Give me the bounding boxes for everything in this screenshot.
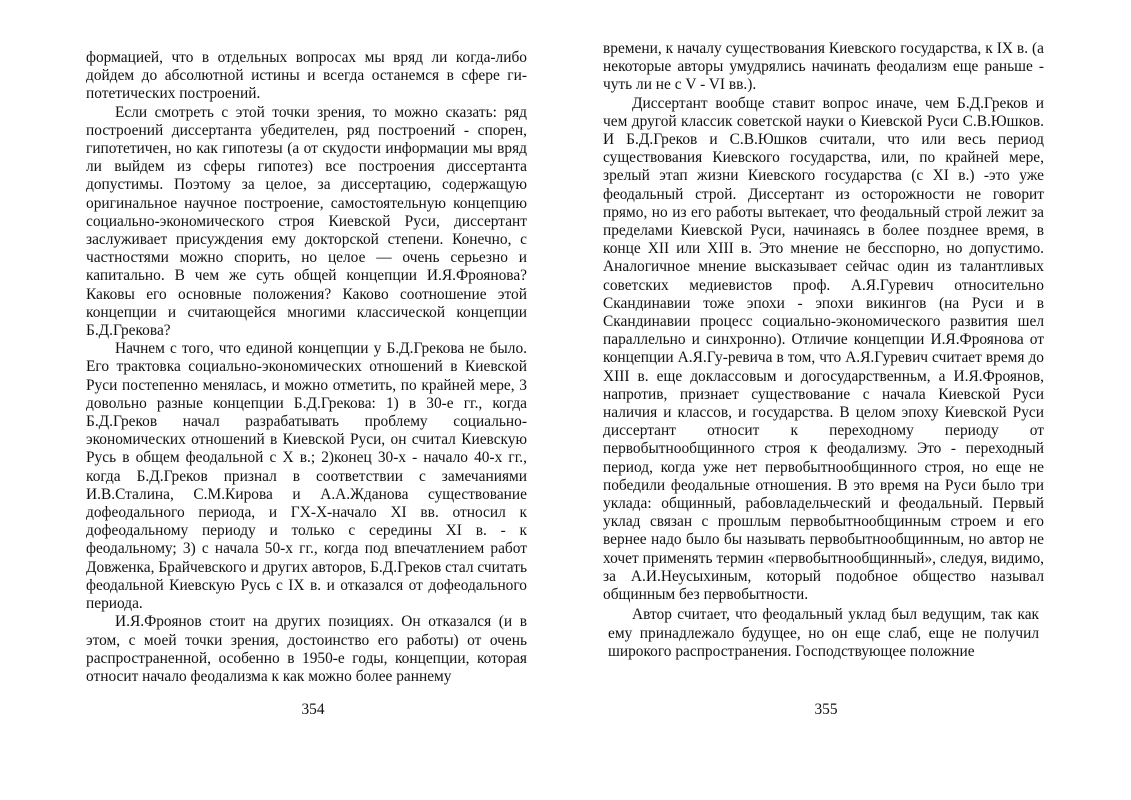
paragraph: И.Я.Фроянов стоит на других позициях. Он отказался (и в этом, с моей точки зрения, достоинство его работы) от очень распространенной, особенно в 1950-е годы, концепции, которая относит начало феодализма к как можно более раннему <box>86 613 527 685</box>
paragraph: времени, к началу существования Киевского государства, к IX в. (а некоторые авторы умудрялись начинать феодализм еще раньше - чуть ли не с V - VI вв.). <box>603 40 1044 94</box>
page-number: 355 <box>814 701 838 718</box>
right-page-text <box>603 40 1044 661</box>
paragraph: Если смотреть с этой точки зрения, то можно сказать: ряд построений диссертанта убедителен, ряд построений - спорен, гипотетичен, но как гипотезы (а от скудости информации мы вряд ли выйдем из сферы гипотез) все построения диссертанта допустимы. Поэтому за целое, за диссертацию, содержащую оригинальное научное построение, самостоятельную концепцию социально-экономического строя Киевской Руси, диссертант заслуживает присуждения ему докторской степени. Конечно, с частностями можно спорить, но целое — очень серьезно и капитально. В чем же суть общей концепции И.Я.Фроянова? Каковы его основные положения? Каково соотношение этой концепции и считающейся многими классической концепции Б.Д.Грекова? <box>86 103 527 340</box>
left-page-text <box>86 49 527 686</box>
paragraph: Диссертант вообще ставит вопрос иначе, чем Б.Д.Греков и чем другой классик советской науки о Киевской Руси С.В.Юшков. И Б.Д.Греков и С.В.Юшков считали, что или весь период существования Киевского государства, или, по крайней мере, зрелый этап жизни Киевского государства (с XI в.) -это уже феодальный строй. Диссертант из осторожности не говорит прямо, но из его работы вытекает, что феодальный строй лежит за пределами Киевской Руси, начинаясь в более позднее время, в конце XII или XIII в. Это мнение не бесспорно, но допустимо. Аналогичное мнение высказывает сейчас один из талантливых советских медиевистов проф. А.Я.Гуревич относительно Скандинавии тоже эпохи - эпохи викингов (на Руси и в Скандинавии процесс социально-экономического развития шел параллельно и синхронно). Отличие концепции И.Я.Фроянова от концепции А.Я.Гу-ревича в том, что А.Я.Гуревич считает время до XIII в. еще доклассовым и догосударственньм, а И.Я.Фроянов, напротив, признает существование с начала Киевской Руси наличия и классов, и государства. В целом эпоху Киевской Руси диссертант относит к переходному периоду от первобытнообщинного строя к феодализму. Это - переходный период, когда уже нет первобытнообщинного строя, но еще не победили феодальные отношения. В это время на Руси было три уклада: общинный, рабовладельческий и феодальный. Первый уклад связан с прошлым первобытнообщинным строем и его вернее надо было бы называть первобытнообщинным, но автор не хочет применять термин «первобытнообщинный», следуя, видимо, за А.И.Неусыхиным, который подобное общество называл общинным без первобытности. <box>603 94 1044 604</box>
left-page <box>86 0 527 800</box>
page-number: 354 <box>301 701 325 718</box>
paragraph: формацией, что в отдельных вопросах мы вряд ли когда-либо дойдем до абсолютной истины и всегда останемся в сфере гипотетических построений. <box>86 49 527 103</box>
paragraph: Начнем с того, что единой концепции у Б.Д.Грекова не было. Его трактовка социально-экономических отношений в Киевской Руси постепенно менялась, и можно отметить, по крайней мере, 3 довольно разные концепции Б.Д.Грекова: 1) в 30-е гг., когда Б.Д.Греков начал разрабатывать проблему социально-экономических отношений в Киевской Руси, он считал Киевскую Русь в общем феодальной с X в.; 2)конец 30-х - начало 40-х гг., когда Б.Д.Греков признал в соответствии с замечаниями И.В.Сталина, С.М.Кирова и А.А.Жданова существование дофеодального периода, и ГХ-Х-начало XI вв. относил к дофеодальному периоду и только с середины XI в. - к феодальному; 3) с начала 50-х гг., когда под впечатлением работ Довженка, Брайчевского и других авторов, Б.Д.Греков стал считать феодальной Киевскую Русь с IX в. и отказался от дофеодального периода. <box>86 340 527 613</box>
right-page <box>603 0 1044 800</box>
paragraph: Автор считает, что феодальный уклад был ведущим, так как ему принадлежало будущее, но он еще слаб, еще не получил широкого распространения. Господствующее положние <box>608 606 1039 660</box>
